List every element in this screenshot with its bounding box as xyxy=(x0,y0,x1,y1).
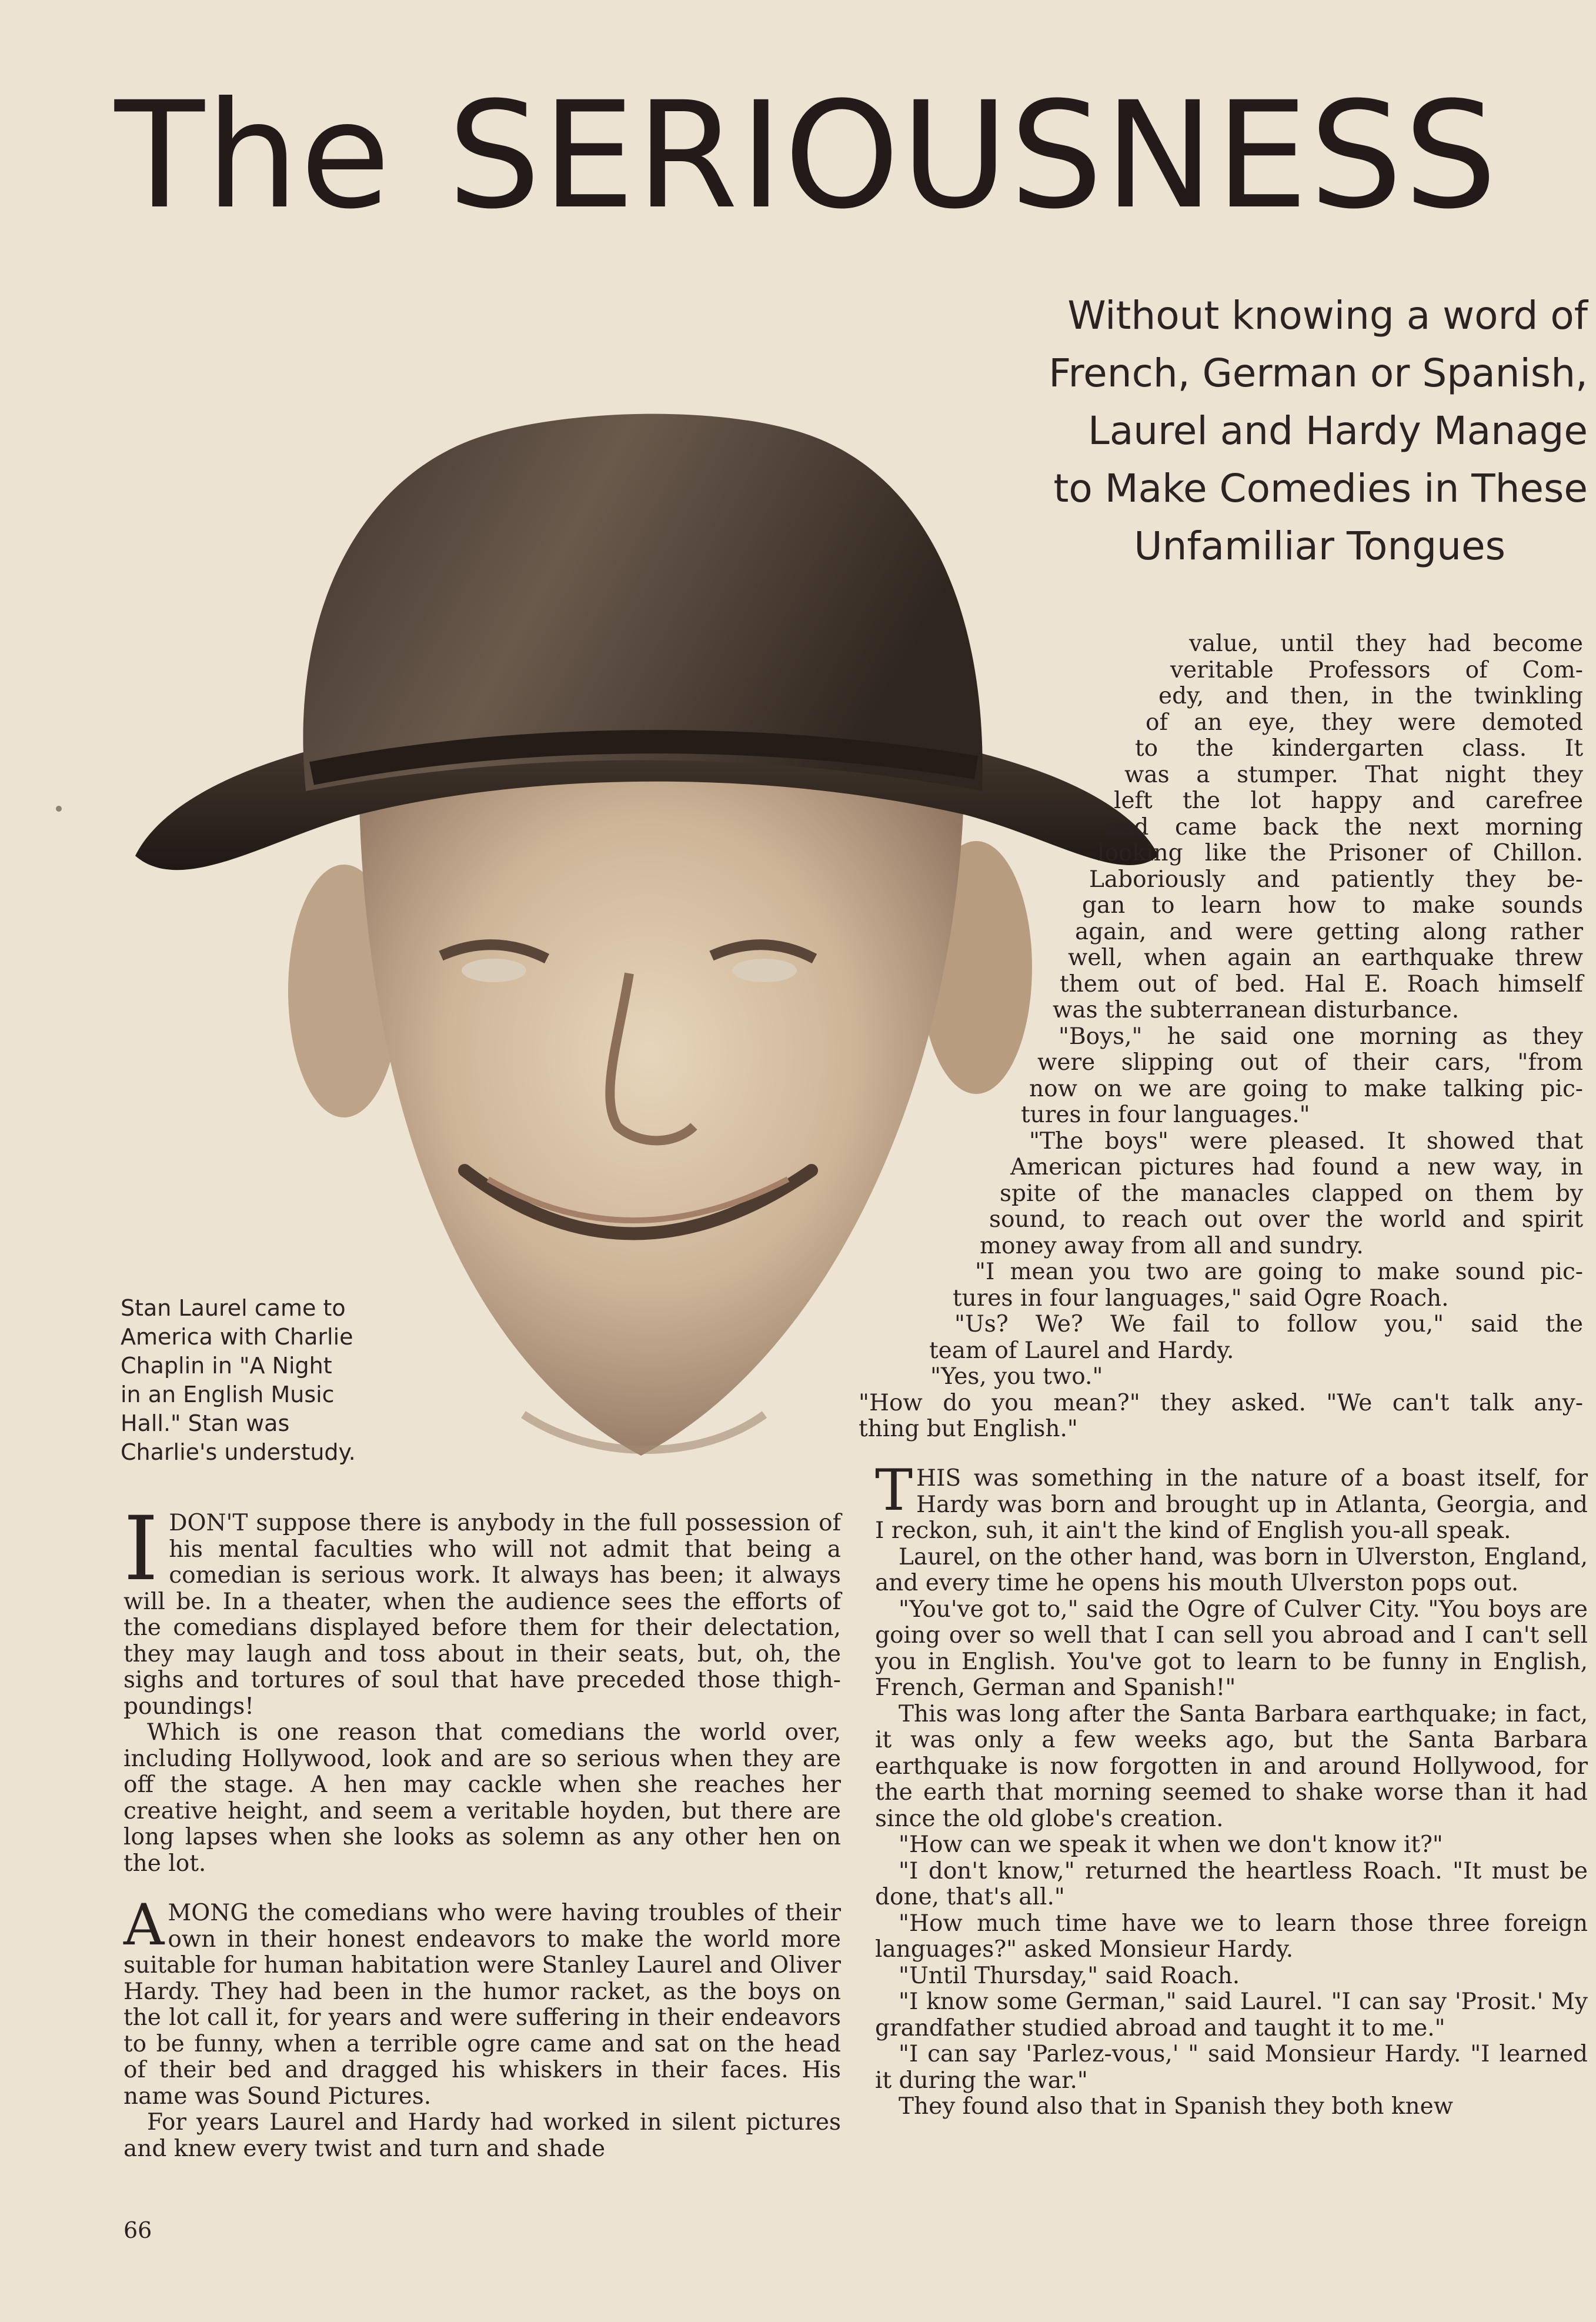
text-line: "I mean you two are going to make sound pic- xyxy=(975,1259,1583,1285)
body-paragraph: They found also that in Spanish they both knew xyxy=(899,2093,1454,2120)
text-line: "Yes, you two." xyxy=(930,1363,1103,1390)
text-line: were slipping out of their cars, "from xyxy=(1037,1049,1583,1076)
caption-line: America with Charlie xyxy=(121,1324,353,1350)
text-line: gan to learn how to make sounds xyxy=(1082,892,1583,919)
text-line: looking like the Prisoner of Chillon. xyxy=(1097,840,1583,866)
deck-line: Without knowing a word of xyxy=(1067,293,1588,338)
body-paragraph: Laurel, on the other hand, was born in Ulverston, England, and every time he opens his mouth Ulverston pops out. xyxy=(875,1543,1588,1596)
text-line: was the subterranean disturbance. xyxy=(1053,997,1460,1023)
text-line: American pictures had found a new way, in xyxy=(1010,1154,1583,1180)
text-line: them out of bed. Hal E. Roach himself xyxy=(1060,970,1583,997)
text-line: money away from all and sundry. xyxy=(980,1232,1364,1259)
body-paragraph: MONG the comedians who were having troubles of their own in their honest endeavors to make the world more suitable for human habitation were Stanley Laurel and Oliver Hardy. They had been in the humor racket, as the boys on the lot call it, for years and were suffering in their endeavors to be funny, when a terrible ogre came and sat on the head of their bed and dragged his whiskers in their faces. His name was Sound Pictures. xyxy=(123,1900,841,2110)
caption-line: Stan Laurel came to xyxy=(121,1295,346,1321)
body-paragraph: "I know some German," said Laurel. "I can say 'Prosit.' My grandfather studied abroad and taught it to me." xyxy=(875,1989,1588,2041)
drop-cap-t: T xyxy=(875,1457,913,1523)
text-line: of an eye, they were demoted xyxy=(1146,709,1583,736)
body-paragraph: "You've got to," said the Ogre of Culver City. "You boys are going over so well that I can sell you abroad and I can't sell you in English. You've got to learn to be funny in English, French, German and Spanish!" xyxy=(875,1596,1588,1701)
drop-cap-a: A xyxy=(123,1892,165,1958)
text-line: to the kindergarten class. It xyxy=(1135,735,1583,762)
page-blemish xyxy=(56,806,62,812)
body-paragraph: "I can say 'Parlez-vous,' " said Monsieur Hardy. "I learned it during the war." xyxy=(875,2041,1588,2094)
text-line: veritable Professors of Com- xyxy=(1170,656,1583,683)
article-title xyxy=(115,68,1585,244)
body-paragraph: "I don't know," returned the heartless Roach. "It must be done, that's all." xyxy=(875,1857,1588,1910)
title-word-seriousness: SERIOUSNESS xyxy=(447,70,1498,241)
text-line: tures in four languages." xyxy=(1021,1102,1310,1128)
text-line: team of Laurel and Hardy. xyxy=(929,1337,1234,1364)
body-paragraph: "How can we speak it when we don't know it?" xyxy=(899,1831,1443,1858)
left-text-column xyxy=(123,1498,841,2162)
text-line: "How do you mean?" they asked. "We can't talk any- xyxy=(859,1389,1583,1416)
text-line: spite of the manacles clapped on them by xyxy=(1000,1180,1583,1207)
right-lower-text-column xyxy=(875,1457,1588,2120)
text-line: "Us? We? We fail to follow you," said the xyxy=(954,1311,1583,1337)
text-line: left the lot happy and carefree xyxy=(1114,788,1583,814)
text-line: thing but English." xyxy=(859,1416,1078,1442)
deck-line: Unfamiliar Tongues xyxy=(1134,523,1505,569)
caption-line: Chaplin in "A Night xyxy=(121,1353,332,1379)
body-paragraph: HIS was something in the nature of a boast itself, for Hardy was born and brought up in Atlanta, Georgia, and I reckon, suh, it ain't the kind of English you-all speak. xyxy=(875,1465,1588,1544)
text-line: "The boys" were pleased. It showed that xyxy=(1029,1127,1583,1155)
caption-line: Hall." Stan was xyxy=(121,1410,290,1436)
text-line: edy, and then, in the twinkling xyxy=(1158,683,1583,709)
body-paragraph: "Until Thursday," said Roach. xyxy=(899,1962,1240,1989)
body-paragraph: "How much time have we to learn those three foreign languages?" asked Monsieur Hardy. xyxy=(875,1910,1588,1963)
text-line: "Boys," he said one morning as they xyxy=(1059,1023,1583,1050)
text-line: Laboriously and patiently they be- xyxy=(1089,866,1583,893)
body-paragraph: DON'T suppose there is anybody in the full possession of his mental faculties who will not admit that being a comedian is serious work. It always has been; it always will be. In a theater, when the audience sees the efforts of the comedians displayed before them for their delectation, they may laugh and toss about in their seats, but, oh, the sighs and tortures of soul that have preceded those thigh-poundings! xyxy=(123,1510,841,1720)
text-line: and came back the next morning xyxy=(1106,813,1583,840)
body-paragraph: For years Laurel and Hardy had worked in silent pictures and knew every twist and turn and shade xyxy=(123,2109,841,2162)
text-line: value, until they had become xyxy=(1189,630,1583,657)
body-paragraph: This was long after the Santa Barbara earthquake; in fact, it was only a few weeks ago, but the Santa Barbara earthquake is now forgotten in and around Hollywood, for the earth that morning seemed to shake worse than it had since the old globe's creation. xyxy=(875,1700,1588,1832)
right-upper-text-column xyxy=(859,631,1583,1443)
caption-line: in an English Music xyxy=(121,1382,335,1407)
photo-caption xyxy=(121,1294,379,1467)
title-word-the: The xyxy=(115,70,392,241)
deck-line: French, German or Spanish, xyxy=(1049,351,1588,396)
body-paragraph: Which is one reason that comedians the world over, including Hollywood, look and are so serious when they are off the stage. A hen may cackle when she reaches her creative height, and seem a veritable hoyden, but there are long lapses when she looks as solemn as any other hen on the lot. xyxy=(123,1719,841,1877)
drop-cap-i: I xyxy=(123,1498,159,1600)
text-line: tures in four languages," said Ogre Roach. xyxy=(953,1285,1449,1312)
deck-line: Laurel and Hardy Manage xyxy=(1088,408,1588,453)
text-line: sound, to reach out over the world and spirit xyxy=(989,1206,1583,1233)
page-number: 66 xyxy=(123,2217,152,2243)
text-line: was a stumper. That night they xyxy=(1124,761,1583,788)
text-line: well, when again an earthquake threw xyxy=(1068,945,1583,971)
text-line: now on we are going to make talking pic- xyxy=(1029,1075,1583,1102)
deck-line: to Make Comedies in These xyxy=(1053,466,1588,511)
text-line: again, and were getting along rather xyxy=(1075,918,1583,945)
caption-line: Charlie's understudy. xyxy=(121,1439,356,1465)
